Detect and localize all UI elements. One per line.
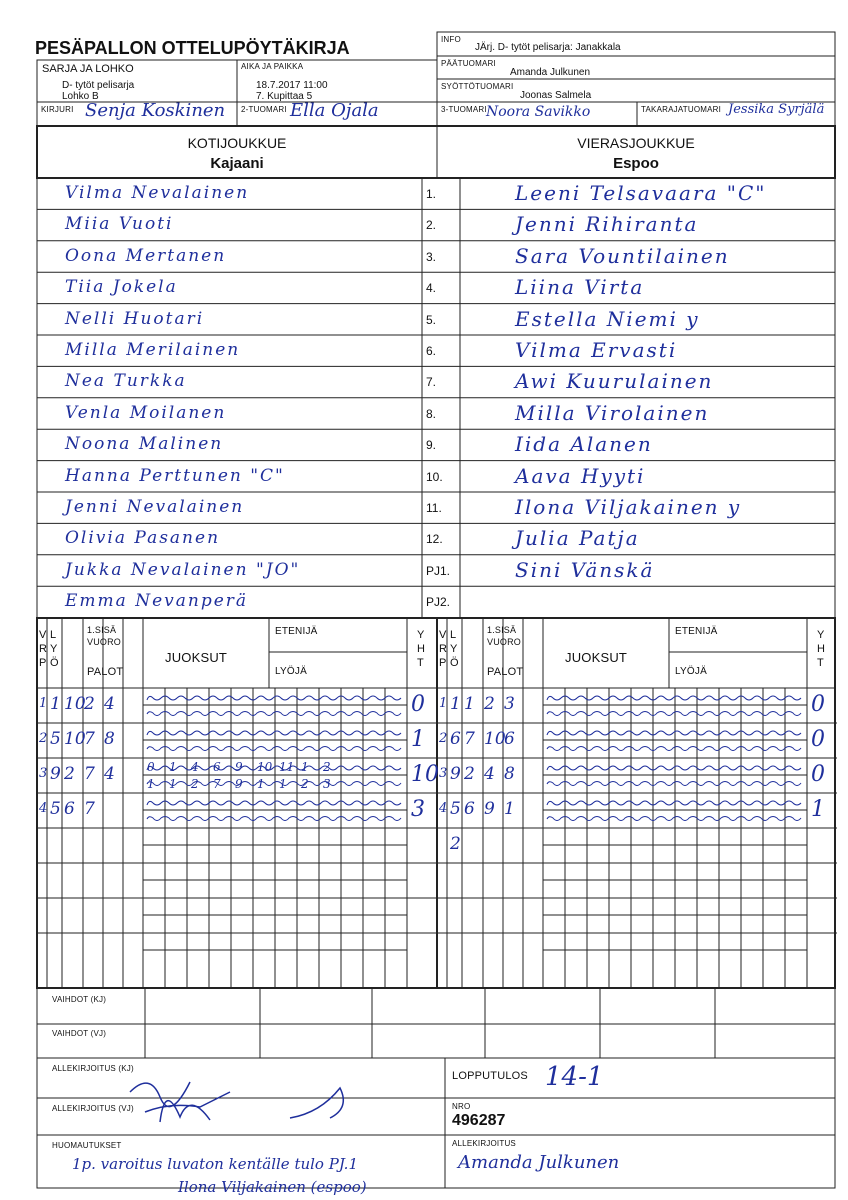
slot-number: 5. — [426, 312, 437, 327]
away-inning-palo: 3 — [504, 694, 515, 714]
allekirjoitus-kj-label: ALLEKIRJOITUS (KJ) — [52, 1064, 134, 1073]
aika-line-2: 7. Kupittaa 5 — [256, 91, 313, 102]
home-player-name: Noona Malinen — [65, 434, 224, 455]
away-col-vrp: V R P — [439, 629, 448, 669]
tuomari2-label: 2-TUOMARI — [241, 105, 287, 114]
away-inning-palo: 4 — [484, 764, 495, 784]
home-juoksu-mark: 1 — [257, 777, 265, 791]
huomautukset-line-1: 1p. varoitus luvaton kentälle tulo PJ.1 — [72, 1155, 358, 1173]
away-col-palot: PALOT — [487, 666, 524, 678]
home-inning-palo: 6 — [64, 799, 75, 819]
home-runs-scribble — [145, 758, 405, 792]
away-player-name: Leeni Telsavaara "C" — [515, 181, 767, 205]
away-player-name: Jenni Rihiranta — [515, 212, 699, 237]
sarja-label: SARJA JA LOHKO — [42, 63, 134, 75]
away-player-name: Iida Alanen — [515, 432, 653, 457]
away-player-name: Estella Niemi y — [515, 306, 700, 331]
away-player-name: Vilma Ervasti — [515, 338, 678, 362]
away-inning-palo: 2 — [484, 694, 495, 714]
slot-number: 1. — [426, 187, 437, 201]
home-player-name: Vilma Nevalainen — [65, 183, 250, 203]
away-inning-palo: 1 — [464, 694, 475, 714]
home-inning-palo: 2 — [84, 694, 95, 714]
home-juoksu-mark: 0 — [147, 760, 155, 774]
slot-number: PJ2. — [426, 595, 451, 610]
away-inning-l: 6 — [450, 729, 461, 749]
info-label: INFO — [441, 35, 461, 44]
away-inning-l: 9 — [450, 764, 461, 784]
away-inning-l: 2 — [450, 834, 461, 854]
home-col-vrp: V R P — [39, 629, 48, 669]
home-inning-palo: 4 — [104, 764, 115, 784]
away-inning-yht: 0 — [811, 762, 825, 787]
home-juoksu-mark: 6 — [213, 760, 221, 774]
allekirjoitus-signature: Amanda Julkunen — [458, 1152, 620, 1173]
home-inning-v: 4 — [39, 801, 48, 816]
away-inning-palo: 1 — [504, 799, 515, 819]
tuomari2-value: Ella Ojala — [290, 100, 379, 121]
allekirjoitus-vj-label: ALLEKIRJOITUS (VJ) — [52, 1104, 134, 1113]
home-inning-l: 5 — [50, 799, 61, 819]
lopputulos-value: 14-1 — [545, 1062, 604, 1092]
home-juoksu-mark: 1 — [279, 777, 287, 791]
kirjuri-value: Senja Koskinen — [85, 100, 226, 121]
aika-line-1: 18.7.2017 11:00 — [256, 80, 328, 91]
slot-number: 7. — [426, 375, 437, 390]
home-col-juoksut: JUOKSUT — [165, 650, 228, 665]
away-runs-scribble — [545, 723, 805, 757]
slot-number: 12. — [426, 532, 443, 547]
away-col-lyoja: LYÖJÄ — [675, 666, 707, 677]
signature-scribble-kj — [120, 1062, 240, 1132]
home-player-name: Miia Vuoti — [65, 214, 174, 235]
allekirjoitus-label: ALLEKIRJOITUS — [452, 1139, 516, 1148]
away-team-label: VIERASJOUKKUE — [577, 135, 695, 151]
home-juoksu-mark: 11 — [279, 760, 295, 774]
away-col-sisa: 1.SISÄ VUORO — [487, 625, 522, 647]
home-runs-scribble — [145, 793, 405, 827]
home-player-name: Jenni Nevalainen — [65, 497, 245, 517]
paatuomari-label: PÄÄTUOMARI — [441, 59, 496, 68]
home-juoksu-mark: 2 — [323, 760, 331, 774]
home-inning-palo: 2 — [64, 764, 75, 784]
away-col-lyo: L Y Ö — [450, 629, 459, 669]
home-juoksu-mark: 2 — [301, 777, 309, 791]
home-juoksu-mark: 4 — [191, 760, 199, 774]
takarajatuomari-label: TAKARAJATUOMARI — [641, 105, 722, 114]
slot-number: 6. — [426, 344, 437, 358]
home-runs-scribble — [145, 688, 405, 722]
home-inning-v: 3 — [39, 766, 48, 781]
home-team-label: KOTIJOUKKUE — [187, 135, 287, 151]
slot-number: 9. — [426, 438, 437, 453]
home-inning-yht: 3 — [411, 797, 425, 822]
slot-number: 11. — [426, 501, 442, 515]
away-inning-v: 1 — [439, 696, 448, 711]
away-inning-palo: 7 — [464, 729, 475, 749]
home-inning-palo: 7 — [84, 799, 95, 819]
form-title: PESÄPALLON OTTELUPÖYTÄKIRJA — [35, 38, 350, 58]
syottotuomari-label: SYÖTTÖTUOMARI — [441, 82, 514, 91]
away-player-name: Aava Hyyti — [515, 463, 646, 488]
signature-scribble-vj — [280, 1078, 360, 1128]
tuomari3-value: Noora Savikko — [486, 104, 591, 120]
slot-number: PJ1. — [426, 563, 451, 578]
slot-number: 3. — [426, 249, 437, 264]
home-player-name: Nelli Huotari — [65, 308, 205, 329]
home-player-name: Milla Merilainen — [65, 340, 241, 360]
away-runs-scribble — [545, 688, 805, 722]
home-inning-palo: 8 — [104, 729, 115, 749]
away-inning-palo: 8 — [504, 764, 515, 784]
kirjuri-label: KIRJURI — [41, 105, 74, 114]
away-inning-v: 4 — [439, 801, 448, 816]
away-inning-palo: 6 — [464, 799, 475, 819]
away-inning-yht: 0 — [811, 692, 825, 717]
home-player-name: Jukka Nevalainen "JO" — [65, 559, 301, 580]
home-inning-l: 9 — [50, 764, 61, 784]
home-inning-yht: 10 — [411, 762, 439, 787]
away-team-name: Espoo — [613, 155, 659, 172]
home-inning-palo: 10 — [64, 694, 86, 714]
home-juoksu-mark: 1 — [169, 777, 177, 791]
home-juoksu-mark: 7 — [213, 777, 221, 791]
away-inning-palo: 10 — [484, 729, 506, 749]
home-player-name: Nea Turkka — [65, 371, 187, 392]
home-col-palot: PALOT — [87, 666, 124, 678]
home-player-name: Emma Nevanperä — [65, 591, 249, 612]
home-inning-v: 2 — [39, 731, 48, 746]
home-team-name: Kajaani — [210, 155, 264, 172]
away-inning-palo: 9 — [484, 799, 495, 819]
away-runs-scribble — [545, 758, 805, 792]
slot-number: 10. — [426, 469, 443, 484]
away-player-name: Sini Vänskä — [515, 557, 655, 582]
nro-label: NRO — [452, 1102, 471, 1111]
away-inning-yht: 0 — [811, 727, 825, 752]
home-inning-yht: 1 — [411, 727, 425, 752]
home-juoksu-mark: 1 — [169, 760, 177, 774]
away-inning-yht: 1 — [811, 797, 825, 822]
home-inning-yht: 0 — [411, 692, 425, 717]
home-runs-scribble — [145, 723, 405, 757]
away-col-juoksut: JUOKSUT — [565, 650, 628, 665]
huomautukset-line-2: Ilona Viljakainen (espoo) — [178, 1178, 367, 1196]
home-player-name: Hanna Perttunen "C" — [65, 465, 285, 486]
away-inning-palo: 6 — [504, 729, 515, 749]
home-player-name: Olivia Pasanen — [65, 528, 221, 549]
syottotuomari-value: Joonas Salmela — [520, 90, 592, 101]
away-inning-l: 5 — [450, 799, 461, 819]
home-inning-palo: 7 — [84, 729, 95, 749]
away-player-name: Liina Virta — [515, 275, 645, 300]
home-juoksu-mark: 1 — [301, 760, 309, 774]
home-player-name: Venla Moilanen — [65, 402, 227, 423]
away-runs-scribble — [545, 793, 805, 827]
info-value: JÄrj. D- tytöt pelisarja: Janakkala — [475, 42, 621, 53]
home-juoksu-mark: 9 — [235, 760, 243, 774]
away-col-etenija: ETENIJÄ — [675, 626, 718, 637]
home-juoksu-mark: 2 — [191, 777, 199, 791]
huomautukset-label: HUOMAUTUKSET — [52, 1141, 122, 1150]
tuomari3-label: 3-TUOMARI — [441, 105, 487, 114]
away-inning-v: 2 — [439, 731, 448, 746]
slot-number: 4. — [426, 281, 437, 296]
away-inning-palo: 2 — [464, 764, 475, 784]
away-player-name: Milla Virolainen — [515, 400, 710, 425]
home-juoksu-mark: 10 — [257, 760, 273, 774]
vaihdot-kj-label: VAIHDOT (KJ) — [52, 995, 107, 1004]
lopputulos-label: LOPPUTULOS — [452, 1070, 528, 1082]
home-col-yht: Y H T — [417, 629, 426, 669]
home-col-sisa: 1.SISÄ VUORO — [87, 625, 122, 647]
away-player-name: Awi Kuurulainen — [515, 369, 714, 394]
takarajatuomari-value: Jessika Syrjälä — [728, 102, 825, 117]
home-inning-palo: 7 — [84, 764, 95, 784]
home-inning-l: 1 — [50, 694, 61, 714]
home-inning-palo: 4 — [104, 694, 115, 714]
home-inning-palo: 10 — [64, 729, 86, 749]
nro-value: 496287 — [452, 1112, 506, 1129]
aika-label: AIKA JA PAIKKA — [241, 62, 304, 71]
slot-number: 2. — [426, 218, 437, 233]
home-col-lyo: L Y Ö — [50, 629, 59, 669]
home-inning-v: 1 — [39, 696, 48, 711]
home-player-name: Oona Mertanen — [65, 245, 227, 266]
away-player-name: Sara Vountilainen — [515, 243, 730, 268]
home-juoksu-mark: 9 — [235, 777, 243, 791]
home-juoksu-mark: 1 — [147, 777, 155, 791]
home-juoksu-mark: 3 — [323, 777, 331, 791]
home-col-lyoja: LYÖJÄ — [275, 666, 307, 677]
home-col-etenija: ETENIJÄ — [275, 626, 318, 637]
paatuomari-value: Amanda Julkunen — [510, 67, 591, 78]
home-player-name: Tiia Jokela — [65, 277, 178, 298]
sarja-line-2: Lohko B — [62, 91, 99, 102]
away-player-name: Julia Patja — [515, 526, 640, 551]
home-inning-l: 5 — [50, 729, 61, 749]
away-col-yht: Y H T — [817, 629, 826, 669]
away-inning-l: 1 — [450, 694, 461, 714]
vaihdot-vj-label: VAIHDOT (VJ) — [52, 1029, 107, 1038]
away-inning-v: 3 — [439, 766, 448, 781]
slot-number: 8. — [426, 406, 437, 421]
sarja-line-1: D- tytöt pelisarja — [62, 80, 135, 91]
away-player-name: Ilona Viljakainen y — [515, 495, 742, 519]
